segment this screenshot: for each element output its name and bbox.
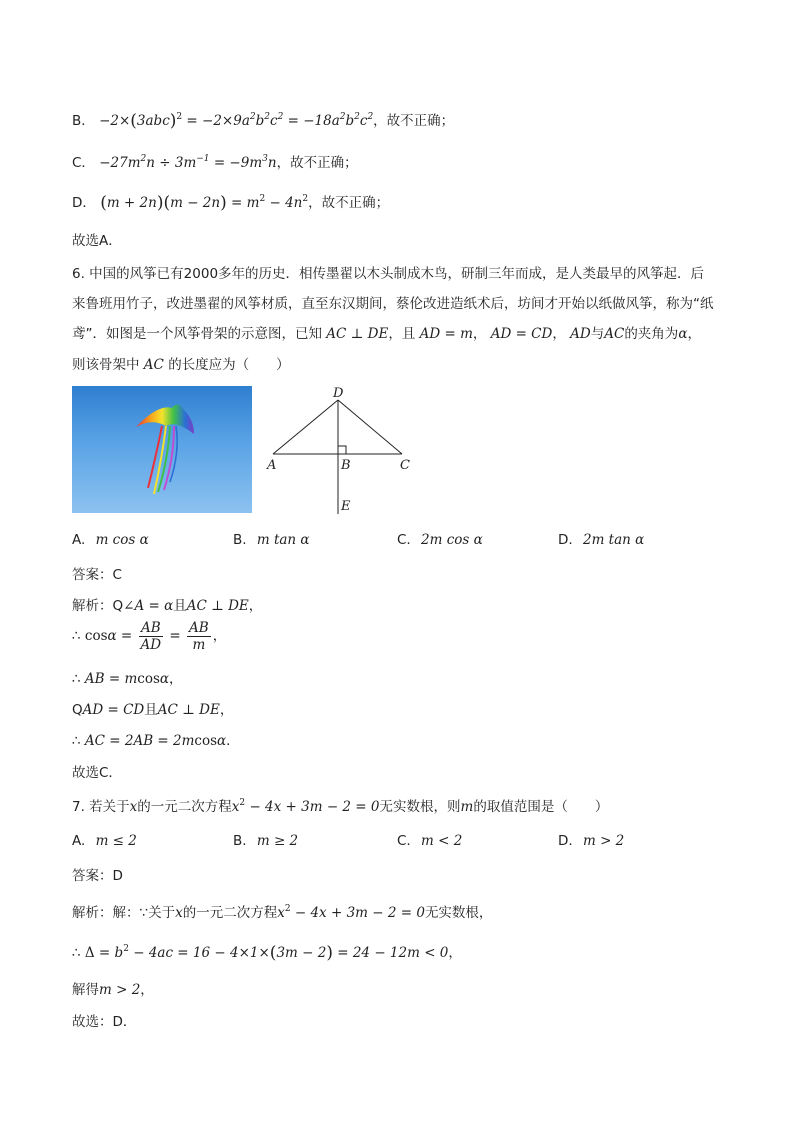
q6-option-d-letter: D. <box>558 532 573 548</box>
because-symbol: Q <box>72 702 83 718</box>
and-word: 且 <box>173 598 187 614</box>
q6-answer: 答案：C <box>72 567 122 583</box>
analysis-label: 解析： <box>72 598 113 614</box>
cos-alpha-eq: cosα = $\frac{AB}{AD}$ = $\frac{AB}{m}$ <box>84 620 209 653</box>
q7-pre: 7. 若关于 <box>72 799 130 815</box>
solve-pre: 解得 <box>72 982 99 998</box>
q6-line3-angle: 的夹角为 <box>624 326 679 342</box>
q6-option-c[interactable] <box>397 532 483 548</box>
formula-d: $(m + 2n)(m - 2n) = m^2 - 4n^2$ <box>100 193 309 213</box>
segment-ac: AC <box>604 326 625 342</box>
q6-line4-post: 的长度应为（ ） <box>168 357 290 373</box>
q7-option-c-letter: C. <box>397 833 411 849</box>
segment-dc-line <box>338 400 402 454</box>
right-angle-mark <box>338 446 346 454</box>
var-m: m <box>460 799 474 815</box>
q7-analysis-3 <box>72 978 154 998</box>
q6-analysis-3: ∴ AB = mcosα， <box>72 671 183 687</box>
label-a: A <box>267 458 277 473</box>
q6-option-b[interactable] <box>233 532 310 548</box>
solve-post: ， <box>140 982 154 998</box>
q7-option-a-expr: m ≤ 2 <box>95 833 137 849</box>
q7-answer: 答案：D <box>72 868 123 884</box>
prev-conclusion: 故选A． <box>72 233 122 249</box>
q6-line-4 <box>72 353 290 373</box>
q7-analysis-1 <box>72 901 492 921</box>
q6-option-d-expr: 2m tan α <box>582 532 645 548</box>
q7-equation-2: $x^2 - 4x + 3m - 2 = 0$ <box>277 904 425 921</box>
q7-analysis-mid: 的一元二次方程 <box>182 905 278 921</box>
solution-line-c <box>72 151 358 171</box>
q6-line3-mid: ， <box>472 326 487 342</box>
q6-analysis-1: 解析：Q∠A = α且AC ⊥ DE， <box>72 598 263 614</box>
kite-photo <box>72 386 252 513</box>
q7-option-d[interactable] <box>558 833 624 849</box>
because-symbol: Q <box>112 598 124 614</box>
q6-line-3 <box>72 322 701 342</box>
q6-option-d[interactable] <box>558 532 644 548</box>
option-b-prefix: B． <box>72 113 95 129</box>
m-gt-2: m > 2 <box>99 982 141 998</box>
solution-line-d <box>72 191 389 213</box>
q7-option-b-letter: B. <box>233 833 247 849</box>
ad-eq-cd: AD = CD <box>82 702 145 718</box>
q7-post: 无实数根，则 <box>379 799 461 815</box>
angle-a-eq-alpha: ∠A = α <box>123 598 174 614</box>
q7-analysis-post: 无实数根， <box>424 905 493 921</box>
q6-analysis-5: ∴ AC = 2AB = 2mcosα． <box>72 733 240 749</box>
q6-option-c-letter: C. <box>397 532 411 548</box>
option-d-prefix: D． <box>72 195 96 211</box>
q6-option-a-letter: A. <box>72 532 86 548</box>
q6-analysis-4: QAD = CD且AC ⊥ DE， <box>72 702 234 718</box>
q7-option-c-expr: m < 2 <box>421 833 463 849</box>
var-x-2: x <box>175 905 183 921</box>
option-b-suffix: ，故不正确； <box>373 113 455 129</box>
label-d: D <box>333 386 344 401</box>
q7-option-c[interactable] <box>397 833 462 849</box>
q7-end: 的取值范围是（ ） <box>473 799 609 815</box>
q7-mid: 的一元二次方程 <box>137 799 232 815</box>
q7-conclusion: 故选：D． <box>72 1014 137 1030</box>
kite-image <box>72 386 252 513</box>
var-x: x <box>129 799 138 815</box>
label-e: E <box>341 499 351 514</box>
q7-option-b-expr: m ≥ 2 <box>256 833 299 849</box>
geometry-diagram <box>262 380 422 524</box>
segment-ad: AD <box>570 326 591 342</box>
q7-analysis-2: ∴ $\Delta = b^2 - 4ac = 16 - 4\times 1\times(3m - 2) = 24 - 12m < 0$， <box>72 943 462 963</box>
discriminant: $\Delta = b^2 - 4ac = 16 - 4\times 1\times(3m - 2) = 24 - 12m < 0$ <box>84 943 449 963</box>
ac-eq-2ab: AC = 2AB = 2mcosα <box>84 733 227 749</box>
q7-option-d-expr: m > 2 <box>582 833 625 849</box>
therefore-symbol: ∴ <box>72 671 81 687</box>
q7-option-a-letter: A. <box>72 833 86 849</box>
q6-line3-and: ，且 <box>388 326 416 342</box>
cond-ac-perp-de: AC ⊥ DE <box>326 326 389 342</box>
and-word: 且 <box>144 702 158 718</box>
alpha-symbol: α <box>678 326 688 342</box>
cond-ad-eq-m: AD = m <box>419 326 473 342</box>
q6-option-b-expr: m tan α <box>256 532 310 548</box>
label-b: B <box>341 458 351 473</box>
label-c: C <box>400 458 410 473</box>
q7-stem <box>72 795 608 815</box>
ac-perp-de: AC ⊥ DE <box>157 702 220 718</box>
ab-eq-mcos: AB = mcosα <box>84 671 170 687</box>
q7-analysis-pre: 解析：解：∵关于 <box>72 905 176 921</box>
q6-line3-comma: ， <box>552 326 566 342</box>
q6-line3-pre: 鸢”．如图是一个风筝骨架的示意图，已知 <box>72 326 322 342</box>
therefore-symbol: ∴ <box>72 733 81 749</box>
q6-option-a[interactable] <box>72 532 149 548</box>
therefore-symbol: ∴ <box>72 628 81 644</box>
q7-option-a[interactable] <box>72 833 137 849</box>
option-d-suffix: ，故不正确； <box>308 195 390 211</box>
q6-line3-end: ， <box>687 326 701 342</box>
option-c-prefix: C． <box>72 155 95 171</box>
q6-option-a-expr: m cos α <box>95 532 149 548</box>
segment-ac-2: AC <box>143 357 164 373</box>
q6-line4-pre: 则该骨架中 <box>72 357 140 373</box>
therefore-symbol: ∴ <box>72 945 81 961</box>
ac-perp-de: AC ⊥ DE <box>186 598 249 614</box>
cond-ad-eq-cd: AD = CD <box>490 326 553 342</box>
q7-option-b[interactable] <box>233 833 298 849</box>
q7-equation: $x^2 - 4x + 3m - 2 = 0$ <box>231 798 380 815</box>
q6-option-c-expr: 2m cos α <box>421 532 483 548</box>
q6-analysis-2: ∴ cosα = $\frac{AB}{AD}$ = $\frac{AB}{m}$ ， <box>72 620 227 653</box>
formula-b: $-2\times(3abc)^2 = -2\times 9a^2b^2c^2 = -18a^2b^2c^2$ <box>99 111 374 131</box>
q6-option-b-letter: B. <box>233 532 247 548</box>
q6-line-2: 来鲁班用竹子，改进墨翟的风筝材质，直至东汉期间，蔡伦改进造纸术后，坊间才开始以纸做风筝，称为“纸 <box>72 296 714 312</box>
segment-ad-line <box>273 400 338 454</box>
option-c-suffix: ，故不正确； <box>276 155 358 171</box>
formula-c: $-27m^2n \div 3m^{-1} = -9m^3n$ <box>99 154 277 171</box>
q6-line3-yu: 与 <box>590 326 605 342</box>
q6-conclusion: 故选C． <box>72 765 122 781</box>
q7-option-d-letter: D. <box>558 833 573 849</box>
solution-line-b <box>72 109 454 131</box>
q6-line-1: 6. 中国的风筝已有2000多年的历史．相传墨翟以木头制成木鸟，研制三年而成，是人类最早的风筝起．后 <box>72 266 705 282</box>
